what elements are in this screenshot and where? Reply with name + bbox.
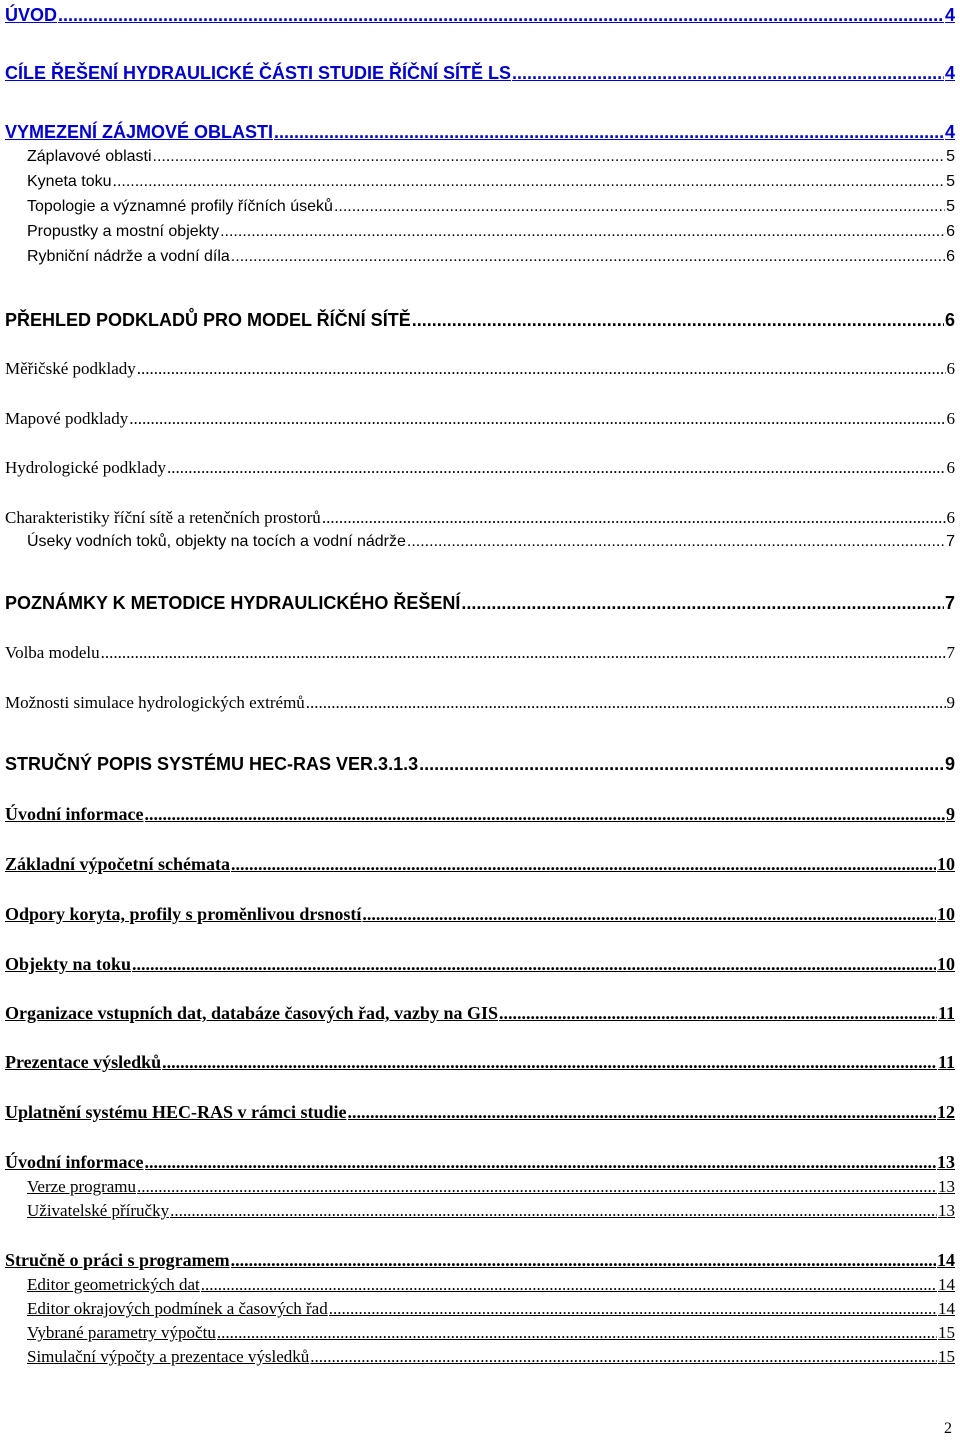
toc-entry-label: Základní výpočetní schémata (5, 854, 231, 874)
toc-entry-label: Možnosti simulace hydrologických extrémů (5, 693, 305, 712)
toc-leader-dots (322, 509, 946, 526)
toc-leader-dots (170, 1202, 937, 1219)
toc-entry[interactable] (5, 360, 955, 377)
toc-entry-label: Mapové podklady (5, 409, 129, 428)
toc-entry-page: 9 (946, 693, 955, 712)
toc-entry-label: Kyneta toku (27, 173, 112, 190)
toc-entry-page: 7 (946, 643, 955, 662)
toc-entry-page: 6 (944, 310, 955, 330)
toc-entry-label: Uplatnění systému HEC-RAS v rámci studie (5, 1102, 347, 1122)
toc-leader-dots (348, 1103, 936, 1121)
toc-entry-page: 6 (946, 223, 955, 240)
toc-leader-dots (231, 249, 945, 265)
toc-leader-dots (461, 594, 944, 612)
toc-leader-dots (329, 1300, 937, 1317)
toc-entry-page: 10 (937, 954, 955, 974)
toc-entry-label: Uživatelské příručky (27, 1201, 170, 1220)
toc-entry[interactable] (27, 224, 955, 240)
toc-entry-page: 14 (937, 1250, 955, 1270)
toc-entry-page: 5 (946, 148, 955, 165)
toc-entry-label: PŘEHLED PODKLADŮ PRO MODEL ŘÍČNÍ SÍTĚ (5, 310, 411, 330)
toc-entry[interactable] (27, 1300, 955, 1317)
toc-entry-label: Propustky a mostní objekty (27, 223, 220, 240)
toc-leader-dots (334, 199, 945, 215)
toc-entry[interactable] (5, 1153, 955, 1171)
toc-entry[interactable] (5, 311, 955, 329)
toc-leader-dots (499, 1004, 937, 1022)
toc-leader-dots (137, 1178, 937, 1195)
toc-entry-label: Objekty na toku (5, 954, 132, 974)
toc-entry[interactable] (27, 174, 955, 190)
toc-entry-label: STRUČNÝ POPIS SYSTÉMU HEC-RAS VER.3.1.3 (5, 754, 419, 774)
toc-entry-page: 13 (937, 1152, 955, 1172)
toc-entry-page: 6 (946, 508, 955, 527)
toc-entry-label: Odpory koryta, profily s proměnlivou drsností (5, 904, 362, 924)
toc-leader-dots (58, 6, 944, 24)
toc-entry-label: Editor geometrických dat (27, 1275, 200, 1294)
toc-leader-dots (145, 805, 946, 823)
toc-entry-label: Editor okrajových podmínek a časových řad (27, 1299, 328, 1318)
toc-entry-page: 9 (944, 754, 955, 774)
toc-entry[interactable] (5, 955, 955, 973)
toc-leader-dots (153, 149, 946, 165)
toc-entry-page: 14 (938, 1275, 955, 1294)
toc-entry[interactable] (27, 1276, 955, 1293)
toc-leader-dots (162, 1053, 937, 1071)
toc-entry-page: 11 (937, 1003, 955, 1023)
toc-entry-page: 5 (946, 173, 955, 190)
toc-entry-label: Volba modelu (5, 643, 100, 662)
toc-entry[interactable] (27, 149, 955, 165)
toc-entry-label: Hydrologické podklady (5, 458, 166, 477)
toc-entry-page: 6 (946, 248, 955, 265)
toc-leader-dots (407, 534, 945, 550)
toc-entry-label: Úvodní informace (5, 804, 144, 824)
toc-leader-dots (310, 1348, 937, 1365)
toc-leader-dots (137, 360, 946, 377)
toc-entry-label: Charakteristiky říční sítě a retenčních prostorů (5, 508, 321, 527)
toc-leader-dots (274, 123, 944, 141)
toc-entry-label: Verze programu (27, 1177, 137, 1196)
toc-entry-label: ÚVOD (5, 5, 58, 25)
toc-leader-dots (306, 694, 946, 711)
toc-entry-page: 4 (944, 5, 955, 25)
toc-entry[interactable] (5, 410, 955, 427)
toc-entry[interactable] (5, 855, 955, 873)
toc-leader-dots (362, 905, 936, 923)
toc-leader-dots (101, 644, 946, 661)
toc-entry-page: 6 (946, 359, 955, 378)
toc-entry-page: 13 (938, 1177, 955, 1196)
toc-entry[interactable] (5, 1053, 955, 1071)
toc-leader-dots (217, 1324, 937, 1341)
toc-entry[interactable] (5, 1004, 955, 1022)
toc-leader-dots (231, 1251, 936, 1269)
toc-entry[interactable] (5, 755, 955, 773)
toc-entry-page: 10 (937, 904, 955, 924)
toc-entry[interactable] (5, 594, 955, 612)
toc-entry[interactable] (27, 1324, 955, 1341)
page-number: 2 (944, 1420, 952, 1437)
toc-entry-page: 12 (937, 1102, 955, 1122)
toc-entry[interactable] (27, 1178, 955, 1195)
toc-leader-dots (201, 1276, 937, 1293)
toc-entry-page: 6 (946, 458, 955, 477)
toc-leader-dots (512, 64, 944, 82)
toc-entry-page: 4 (944, 63, 955, 83)
toc-entry[interactable] (5, 805, 955, 823)
toc-entry-label: Úseky vodních toků, objekty na tocích a vodní nádrže (27, 533, 406, 550)
toc-entry[interactable] (5, 1251, 955, 1269)
toc-leader-dots (113, 174, 946, 190)
toc-entry-page: 10 (937, 854, 955, 874)
toc-entry[interactable] (5, 6, 955, 24)
toc-entry[interactable] (5, 123, 955, 141)
toc-leader-dots (167, 459, 946, 476)
toc-leader-dots (132, 955, 936, 973)
toc-entry-label: Měřičské podklady (5, 359, 136, 378)
toc-entry-label: Úvodní informace (5, 1152, 144, 1172)
toc-entry-page: 11 (937, 1052, 955, 1072)
toc-entry-label: Stručně o práci s programem (5, 1250, 230, 1270)
toc-entry-page: 13 (938, 1201, 955, 1220)
toc-leader-dots (419, 755, 944, 773)
toc-entry[interactable] (5, 64, 955, 82)
toc-entry[interactable] (5, 694, 955, 711)
toc-entry[interactable] (5, 459, 955, 476)
toc-entry[interactable] (27, 1202, 955, 1219)
toc-entry-label: CÍLE ŘEŠENÍ HYDRAULICKÉ ČÁSTI STUDIE ŘÍČNÍ SÍTĚ LS (5, 63, 512, 83)
toc-entry[interactable] (5, 1103, 955, 1121)
toc-entry[interactable] (27, 199, 955, 215)
toc-entry-label: Simulační výpočty a prezentace výsledků (27, 1347, 310, 1366)
toc-leader-dots (129, 410, 945, 427)
toc-entry[interactable] (5, 905, 955, 923)
toc-leader-dots (412, 311, 944, 329)
toc-entry-page: 9 (946, 804, 955, 824)
toc-entry[interactable] (27, 534, 955, 550)
toc-entry-page: 7 (944, 593, 955, 613)
toc-entry-label: Organizace vstupních dat, databáze časových řad, vazby na GIS (5, 1003, 499, 1023)
toc-entry-label: Vybrané parametry výpočtu (27, 1323, 216, 1342)
toc-entry-page: 14 (938, 1299, 955, 1318)
toc-entry[interactable] (5, 644, 955, 661)
toc-entry[interactable] (27, 1348, 955, 1365)
toc-entry[interactable] (27, 249, 955, 265)
toc-entry[interactable] (5, 509, 955, 526)
toc-leader-dots (220, 224, 945, 240)
toc-entry-page: 5 (946, 198, 955, 215)
toc-entry-page: 7 (946, 533, 955, 550)
toc-entry-label: Topologie a významné profily říčních úseků (27, 198, 333, 215)
toc-entry-page: 4 (944, 122, 955, 142)
toc-entry-page: 6 (946, 409, 955, 428)
toc-entry-label: POZNÁMKY K METODICE HYDRAULICKÉHO ŘEŠENÍ (5, 593, 461, 613)
toc-entry-page: 15 (938, 1347, 955, 1366)
toc-entry-label: Záplavové oblasti (27, 148, 152, 165)
toc-leader-dots (145, 1153, 937, 1171)
toc-entry-label: Prezentace výsledků (5, 1052, 162, 1072)
toc-entry-label: Rybniční nádrže a vodní díla (27, 248, 230, 265)
toc-entry-label: VYMEZENÍ ZÁJMOVÉ OBLASTI (5, 122, 274, 142)
toc-entry-page: 15 (938, 1323, 955, 1342)
toc-leader-dots (231, 855, 936, 873)
